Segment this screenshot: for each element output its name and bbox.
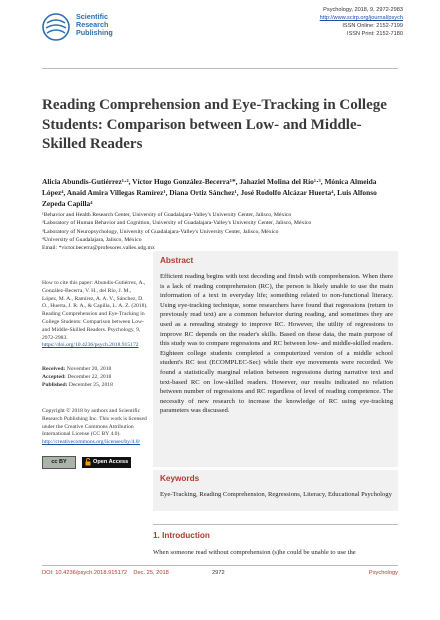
footer-doi-text: DOI: 10.4236/psych.2018.915172 (42, 570, 128, 576)
publication-dates (42, 366, 148, 389)
accepted-label: Accepted: (42, 373, 66, 380)
accepted-date: December 22, 2018 (67, 373, 112, 380)
copyright-text: Copyright © 2018 by authors and Scientific Research Publishing Inc. This work is licensed under the Creative Commons Attribution International License (CC BY 4.0). (42, 408, 147, 438)
open-lock-icon (85, 458, 91, 466)
header-divider (42, 68, 398, 69)
journal-citation: Psychology, 2018, 9, 2972-2983 (323, 7, 403, 13)
publisher-name (76, 13, 113, 38)
cc-by-badge[interactable]: cc BY (42, 456, 76, 469)
published-date: December 25, 2018 (68, 381, 113, 388)
keywords-heading: Keywords (160, 474, 200, 483)
abstract-text: Efficient reading begins with text decoding and finish with comprehension. When there is a lack of reading comprehension (RC), the person is likely unable to use the main information of a text in everyday life; something related to non-functional literacy. Using eye-tracking technique, some researchers have found that regressions (return to previously read text) are a common behavior during reading, and sometimes they are used as a rereading strategy to improve RC. However, the utility of regressions to improve RC depends on the reader's skills. Based on these data, the main purpose of this study was to compare regressions and RC between low- and middle-skilled readers. Eighteen college students completed a computerized version of a middle school student's RC test (ECOMPLEC-Sec) while their eye movements were recorded. We found a statistically marginal relation between regressions during narrative text and text-based RC on low-skilled readers. However, our results indicated no relation between number of regressions and RC regardless of level of reading competence. The necessity of new research to increase the knowledge of RC using eye-tracking parameters was discussed. (160, 273, 393, 415)
scirp-logo-icon (42, 13, 70, 41)
license-badges (42, 456, 131, 468)
author-list: Alicia Abundis-Gutiérrez¹·², Víctor Hugo González-Becerra¹*, Jahaziel Molina del Río¹·³, Mónica Almeida López⁴, Anaid Amira Villegas Ramírez¹, Diana Ortiz Sánchez¹, José Rodolfo Alcázar Huerta⁴, Luis Alfonso Zepeda Capilla⁴ (42, 177, 377, 208)
introduction-text: When someone read without comprehension (s)he could be unable to use the (153, 549, 356, 556)
abstract-heading: Abstract (160, 256, 194, 265)
open-access-badge[interactable] (82, 457, 131, 468)
affiliation-4: ⁴University of Guadalajara, Jalisco, México (42, 236, 142, 243)
section-divider (153, 524, 398, 525)
copyright-notice (42, 408, 148, 447)
issn-online: ISSN Online: 2152-7199 (342, 23, 403, 29)
cite-text: How to cite this paper: Abundis-Gutiérrez, A., González-Becerra, V. H., del Río, J. M., López, M. A., Ramírez, A. A. V., Sánchez, D. O., Huerta, J. R. A., & Capilla, L. A. Z. (2018). Reading Comprehension and Eye-Tracking in College Students: Comparison between Low- and Middle-Skilled Readers. Psychology, 9, 2972-2983. (42, 280, 148, 341)
paper-title: Reading Comprehension and Eye-Tracking in College Students: Comparison between Low- and Middle-Skilled Readers (42, 97, 387, 152)
cite-doi-link[interactable]: https://doi.org/10.4236/psych.2018.915172 (42, 342, 139, 349)
page-number: 2972 (212, 570, 225, 576)
affiliation-2: ²Laboratory of Human Behavior and Cognition, University of Guadalajara-Valley's University Center, Jalisco, México (42, 220, 312, 227)
introduction-heading: 1. Introduction (153, 531, 210, 540)
publisher-line3: Publishing (76, 28, 113, 38)
footer-divider (42, 565, 398, 566)
open-access-label: Open Access (93, 459, 129, 465)
footer-journal: Psychology (368, 570, 398, 576)
corresponding-email: Email: *victor.becerra@profesores.valles.udg.mx (42, 245, 155, 252)
publisher-line1: Scientific (76, 12, 108, 21)
published-label: Published: (42, 381, 68, 388)
keywords-text: Eye-Tracking, Reading Comprehension, Regressions, Literacy, Educational Psychology (160, 491, 392, 498)
footer-date: Dec. 25, 2018 (133, 570, 169, 576)
issn-print: ISSN Print: 2152-7180 (347, 31, 403, 37)
received-date: November 20, 2018 (66, 366, 112, 372)
license-link[interactable]: http://creativecommons.org/licenses/by/4.0/ (42, 439, 141, 446)
publisher-line2: Research (76, 20, 109, 30)
affiliation-1: ¹Behavior and Health Research Center, University of Guadalajara-Valley's University Center, Jalisco, México (42, 212, 292, 218)
journal-url-link[interactable]: http://www.scirp.org/journal/psych (319, 15, 403, 21)
how-to-cite (42, 280, 148, 350)
affiliations (42, 211, 398, 252)
received-label: Received: (42, 366, 66, 372)
affiliation-3: ³Laboratory of Neuropsychology, University of Guadalajara-Valley's University Center, Jalisco, México (42, 228, 279, 235)
footer-doi (42, 570, 169, 576)
